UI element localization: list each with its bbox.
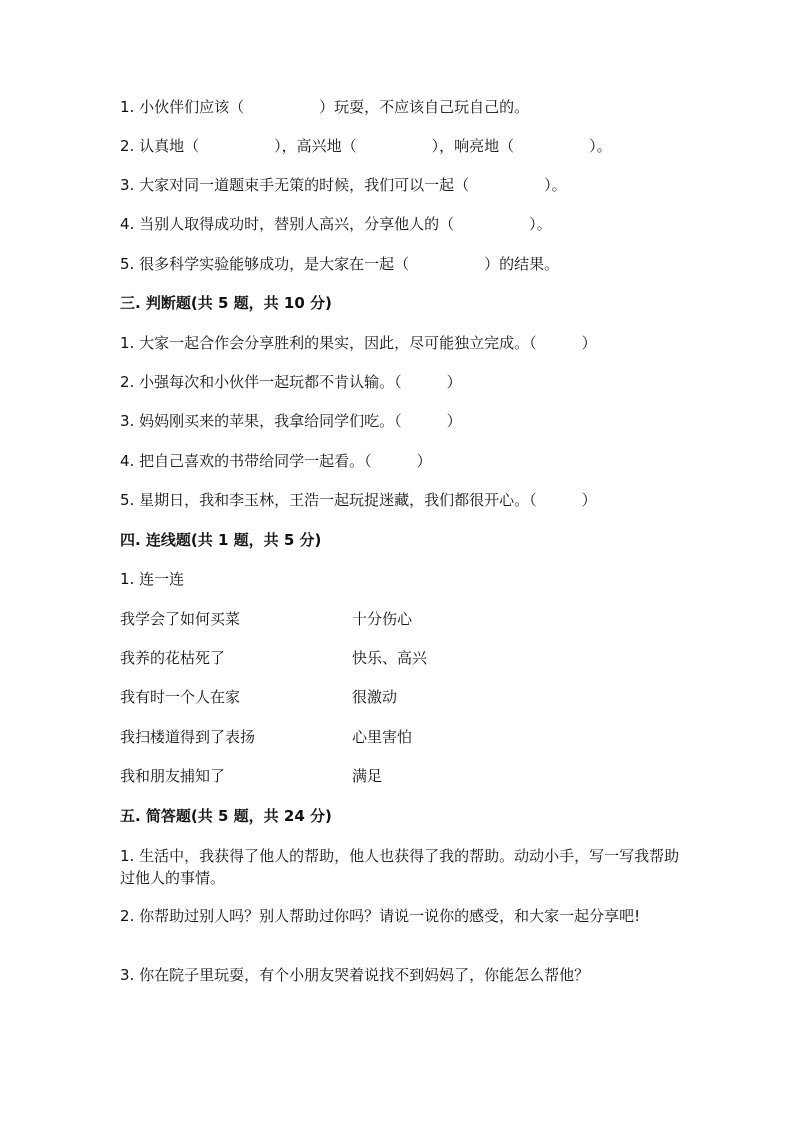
section-heading-short-answer: 五. 简答题(共 5 题，共 24 分) — [120, 807, 332, 825]
fill-blank-q5: 5. 很多科学实验能够成功，是大家在一起（ ）的结果。 — [120, 255, 560, 273]
judgement-q2: 2. 小强每次和小伙伴一起玩都不肯认输。（ ） — [120, 373, 462, 391]
judgement-q4: 4. 把自己喜欢的书带给同学一起看。（ ） — [120, 452, 432, 470]
section-heading-judgement: 三. 判断题(共 5 题，共 10 分) — [120, 294, 332, 312]
fill-blank-q3: 3. 大家对同一道题束手无策的时候，我们可以一起（ ）。 — [120, 176, 567, 194]
match-right-item: 十分伤心 — [352, 610, 413, 628]
judgement-q3: 3. 妈妈刚买来的苹果，我拿给同学们吃。（ ） — [120, 412, 462, 430]
fill-blank-q2: 2. 认真地（ ），高兴地（ ），响亮地（ ）。 — [120, 137, 612, 155]
match-left-item: 我养的花枯死了 — [120, 649, 226, 667]
short-answer-q2: 2. 你帮助过别人吗？别人帮助过你吗？请说一说你的感受，和大家一起分享吧! — [120, 907, 641, 925]
judgement-q5: 5. 星期日，我和李玉林，王浩一起玩捉迷藏，我们都很开心。（ ） — [120, 491, 597, 509]
short-answer-q1: 1. 生活中，我获得了他人的帮助，他人也获得了我的帮助。动动小手，写一写我帮助过他人的事情。 — [120, 847, 680, 887]
judgement-q1: 1. 大家一起合作会分享胜利的果实，因此，尽可能独立完成。（ ） — [120, 334, 597, 352]
match-left-item: 我和朋友捕知了 — [120, 767, 226, 785]
match-right-item: 快乐、高兴 — [352, 649, 428, 667]
section-heading-matching: 四. 连线题(共 1 题，共 5 分) — [120, 531, 322, 549]
match-left-item: 我有时一个人在家 — [120, 688, 241, 706]
match-right-item: 满足 — [352, 767, 383, 785]
match-right-item: 心里害怕 — [352, 728, 413, 746]
match-right-item: 很激动 — [352, 688, 398, 706]
match-left-item: 我扫楼道得到了表扬 — [120, 728, 256, 746]
fill-blank-q4: 4. 当别人取得成功时，替别人高兴，分享他人的（ ）。 — [120, 215, 552, 233]
match-left-item: 我学会了如何买菜 — [120, 610, 241, 628]
short-answer-q3: 3. 你在院子里玩耍，有个小朋友哭着说找不到妈妈了，你能怎么帮他？ — [120, 966, 590, 984]
matching-question: 1. 连一连 — [120, 570, 185, 588]
fill-blank-q1: 1. 小伙伴们应该（ ）玩耍，不应该自己玩自己的。 — [120, 98, 530, 116]
